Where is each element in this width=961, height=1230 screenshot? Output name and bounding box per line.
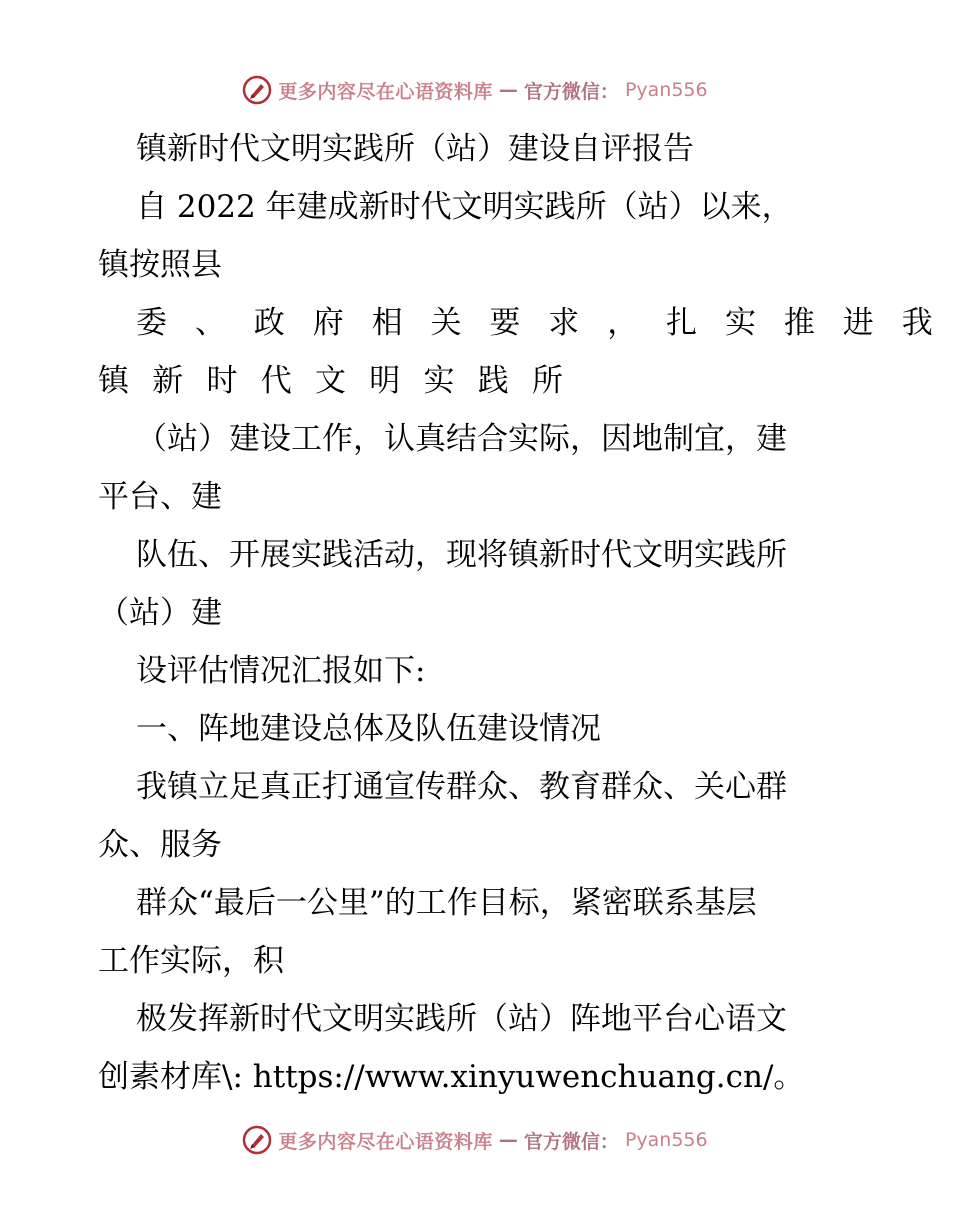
paragraph-line: 我镇立足真正打通宣传群众、教育群众、关心群 [136, 769, 787, 805]
paragraph-line: （站）建 [98, 595, 222, 631]
paragraph-line: 委、政府相关要求，扎实推进我 [136, 305, 961, 341]
watermark-footer [0, 1120, 950, 1160]
paragraph-line: 自 2022 年建成新时代文明实践所（站）以来， [136, 189, 793, 225]
watermark-wechat-label: 官方微信： [523, 1130, 619, 1153]
paragraph-line: 设评估情况汇报如下: [136, 653, 426, 689]
paragraph-line: （站）建设工作，认真结合实际，因地制宜，建 [136, 421, 787, 457]
report-title: 镇新时代文明实践所（站）建设自评报告 [136, 131, 694, 167]
watermark-main-text: 更多内容尽在心语资料库 [278, 1130, 493, 1153]
section-heading: 一、阵地建设总体及队伍建设情况 [136, 711, 601, 747]
watermark-header [0, 70, 950, 110]
paragraph-line: 群众“最后一公里”的工作目标，紧密联系基层 [136, 885, 757, 921]
pen-logo-icon [242, 75, 272, 105]
watermark-wechat-id: Pyan556 [624, 79, 708, 101]
watermark-wechat-label: 官方微信： [523, 80, 619, 103]
watermark-wechat-id: Pyan556 [624, 1129, 708, 1151]
paragraph-line: 镇新时代文明实践所 [98, 363, 587, 399]
paragraph-line: 平台、建 [98, 479, 222, 515]
watermark-main-text: 更多内容尽在心语资料库 [278, 80, 493, 103]
paragraph-line: 创素材库\: https://www.xinyuwenchuang.cn/。 [98, 1059, 805, 1095]
paragraph-line: 工作实际，积 [98, 943, 284, 979]
paragraph-line: 镇按照县 [98, 247, 222, 283]
pen-logo-icon [242, 1125, 272, 1155]
paragraph-line: 队伍、开展实践活动，现将镇新时代文明实践所 [136, 537, 787, 573]
watermark-dash: — [498, 1129, 518, 1151]
document-body [98, 120, 961, 1106]
watermark-dash: — [498, 79, 518, 101]
paragraph-line: 极发挥新时代文明实践所（站）阵地平台心语文 [136, 1001, 787, 1037]
paragraph-line: 众、服务 [98, 827, 222, 863]
